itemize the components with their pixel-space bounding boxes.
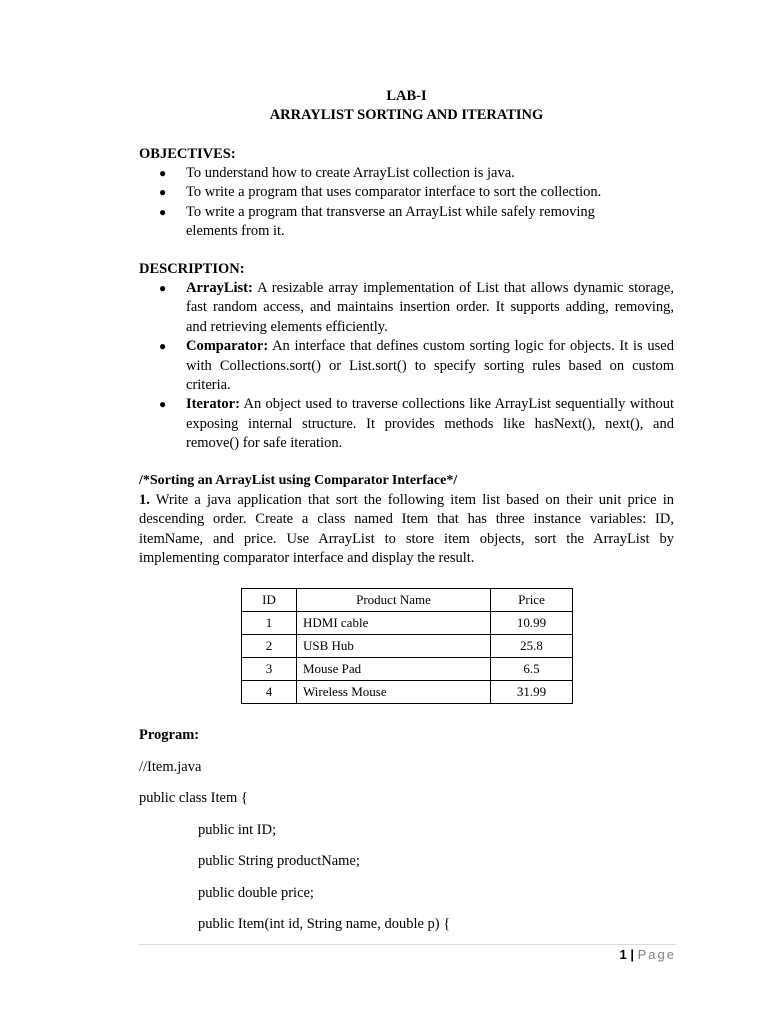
- column-header-id: ID: [242, 589, 297, 612]
- cell-product-name: HDMI cable: [297, 612, 491, 635]
- code-line: public double price;: [198, 885, 314, 901]
- table-row: [242, 658, 573, 681]
- program-heading: Program:: [139, 727, 200, 743]
- task-comment: /*Sorting an ArrayList using Comparator Interface*/: [139, 473, 458, 488]
- bullet-icon: ●: [159, 281, 167, 295]
- cell-product-name: Mouse Pad: [297, 658, 491, 681]
- description-list: [139, 279, 674, 454]
- objective-item: ● To write a program that uses comparator interface to sort the collection.: [139, 183, 674, 202]
- description-item: ● ArrayList: A resizable array implementation of List that allows dynamic storage, fast random access, and maintains insertion order. It supports adding, removing, and retrieving elements efficiently.: [159, 280, 674, 335]
- bullet-icon: ●: [159, 185, 167, 200]
- footer-divider: [139, 944, 676, 945]
- product-table: [241, 588, 573, 704]
- table-row: [242, 681, 573, 704]
- lab-label: LAB-I: [386, 88, 427, 104]
- table-row: [242, 635, 573, 658]
- document-title: ARRAYLIST SORTING AND ITERATING: [269, 107, 544, 123]
- description-heading: DESCRIPTION:: [139, 261, 245, 277]
- cell-price: 10.99: [491, 612, 573, 635]
- column-header-product-name: Product Name: [297, 589, 491, 612]
- cell-price: 31.99: [491, 681, 573, 704]
- table-header-row: [242, 589, 573, 612]
- objective-item: ● To write a program that transverse an ArrayList while safely removing elements from it.: [159, 203, 595, 240]
- description-item: ● Comparator: An interface that defines custom sorting logic for objects. It is used with Collections.sort() or List.sort() to specify sorting rules based on custom criteria.: [159, 338, 674, 394]
- description-item: ● Iterator: An object used to traverse collections like ArrayList sequentially without exposing internal structure. It provides methods like hasNext(), next(), and remove() for safe iteration.: [159, 396, 674, 452]
- page-footer: [620, 947, 677, 962]
- page-number: 1: [619, 947, 627, 962]
- code-line: public class Item {: [139, 790, 248, 806]
- page-separator: |: [630, 947, 634, 962]
- code-line: public Item(int id, String name, double p) {: [198, 916, 451, 932]
- code-line: public String productName;: [198, 853, 360, 869]
- column-header-price: Price: [491, 589, 573, 612]
- cell-product-name: Wireless Mouse: [297, 681, 491, 704]
- bullet-icon: ●: [159, 339, 167, 354]
- code-line: public int ID;: [198, 822, 277, 838]
- objectives-list: [139, 164, 674, 242]
- cell-price: 25.8: [491, 635, 573, 658]
- objectives-heading: OBJECTIVES:: [139, 146, 236, 162]
- objective-item: ● To understand how to create ArrayList collection is java.: [139, 164, 674, 183]
- cell-id: 1: [242, 612, 297, 635]
- bullet-icon: ●: [159, 397, 167, 412]
- cell-id: 4: [242, 681, 297, 704]
- page-label: Page: [637, 947, 676, 962]
- cell-price: 6.5: [491, 658, 573, 681]
- cell-product-name: USB Hub: [297, 635, 491, 658]
- bullet-icon: ●: [159, 204, 167, 219]
- code-line: //Item.java: [139, 759, 202, 775]
- cell-id: 2: [242, 635, 297, 658]
- table-row: [242, 612, 573, 635]
- cell-id: 3: [242, 658, 297, 681]
- task-paragraph: 1. Write a java application that sort the following item list based on their unit price in descending order. Create a class named Item that has three instance variables: ID, itemName, and price. Use ArrayList to store item objects, sort the ArrayList by implementing comparator interface and display the result.: [139, 492, 674, 567]
- bullet-icon: ●: [159, 166, 167, 180]
